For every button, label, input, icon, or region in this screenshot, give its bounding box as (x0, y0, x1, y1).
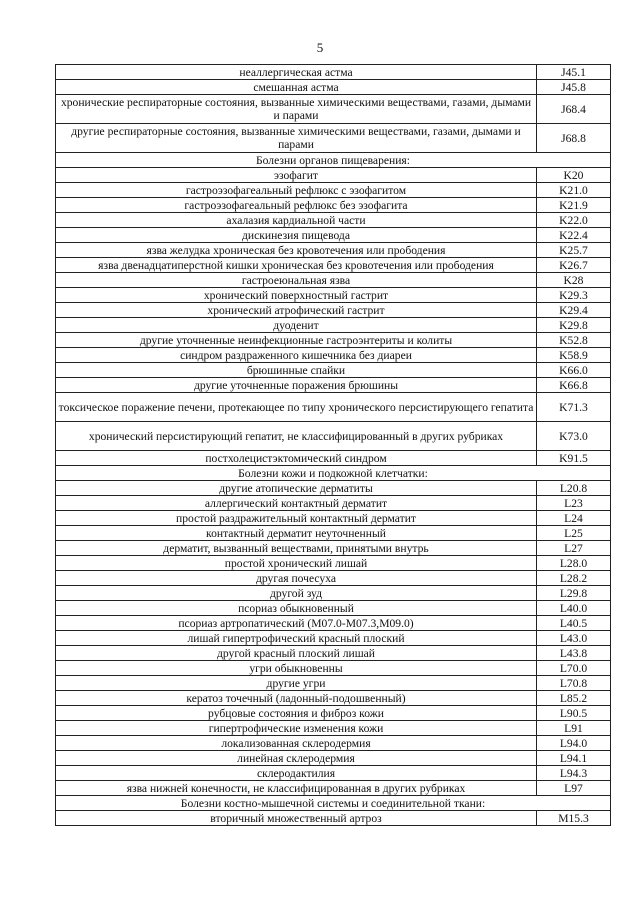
table-row (56, 243, 611, 258)
disease-name: гастроэзофагеальный рефлюкс с эзофагитом (56, 183, 537, 198)
disease-name: другая почесуха (56, 571, 537, 586)
disease-name: неаллергическая астма (56, 65, 537, 80)
icd-code: M15.3 (537, 811, 611, 826)
icd-code: J45.1 (537, 65, 611, 80)
icd-code: K20 (537, 168, 611, 183)
icd-code: L94.0 (537, 736, 611, 751)
table-row (56, 646, 611, 661)
table-row (56, 781, 611, 796)
table-row (56, 258, 611, 273)
icd-code: J45.8 (537, 80, 611, 95)
disease-name: простой раздражительный контактный дерматит (56, 511, 537, 526)
icd-code: K22.0 (537, 213, 611, 228)
icd-code: L40.5 (537, 616, 611, 631)
disease-name: аллергический контактный дерматит (56, 496, 537, 511)
table-row (56, 183, 611, 198)
table-row (56, 228, 611, 243)
table-row (56, 273, 611, 288)
disease-name: линейная склеродермия (56, 751, 537, 766)
disease-name: кератоз точечный (ладонный-подошвенный) (56, 691, 537, 706)
disease-name: дерматит, вызванный веществами, принятыми внутрь (56, 541, 537, 556)
icd-code: K25.7 (537, 243, 611, 258)
disease-name: брюшинные спайки (56, 363, 537, 378)
disease-name: другие респираторные состояния, вызванные химическими веществами, газами, дымами и парами (56, 124, 537, 153)
table-row (56, 333, 611, 348)
table-row (56, 213, 611, 228)
disease-name: дуоденит (56, 318, 537, 333)
icd-code: L40.0 (537, 601, 611, 616)
icd-code: K58.9 (537, 348, 611, 363)
section-header-row (56, 796, 611, 811)
icd-code: K91.5 (537, 451, 611, 466)
disease-name: другие уточненные неинфекционные гастроэнтериты и колиты (56, 333, 537, 348)
icd-code: K66.0 (537, 363, 611, 378)
table-row (56, 481, 611, 496)
icd-code: L27 (537, 541, 611, 556)
table-row (56, 65, 611, 80)
disease-name: язва двенадцатиперстной кишки хроническая без кровотечения или прободения (56, 258, 537, 273)
disease-name: угри обыкновенны (56, 661, 537, 676)
disease-name: другой зуд (56, 586, 537, 601)
table-row (56, 601, 611, 616)
disease-name: другие угри (56, 676, 537, 691)
table-row (56, 303, 611, 318)
disease-name: контактный дерматит неуточненный (56, 526, 537, 541)
disease-name: простой хронический лишай (56, 556, 537, 571)
table-row (56, 451, 611, 466)
icd-code: L70.0 (537, 661, 611, 676)
icd-code: L28.0 (537, 556, 611, 571)
disease-name: смешанная астма (56, 80, 537, 95)
icd-code: L70.8 (537, 676, 611, 691)
disease-name: хронические респираторные состояния, вызванные химическими веществами, газами, дымами и парами (56, 95, 537, 124)
disease-name: гастроеюнальная язва (56, 273, 537, 288)
table-row (56, 661, 611, 676)
table-row (56, 676, 611, 691)
table-row (56, 766, 611, 781)
table-row (56, 631, 611, 646)
disease-name: лишай гипертрофический красный плоский (56, 631, 537, 646)
table-row (56, 556, 611, 571)
table-row (56, 526, 611, 541)
page-number: 5 (316, 40, 324, 55)
disease-name: дискинезия пищевода (56, 228, 537, 243)
disease-name: вторичный множественный артроз (56, 811, 537, 826)
table-body (56, 65, 611, 826)
table-row (56, 616, 611, 631)
table-row (56, 80, 611, 95)
table-row (56, 706, 611, 721)
icd-code: K29.3 (537, 288, 611, 303)
icd-code: K71.3 (537, 393, 611, 422)
table-row (56, 95, 611, 124)
icd-code: L25 (537, 526, 611, 541)
icd-code: L94.1 (537, 751, 611, 766)
icd-code: K21.9 (537, 198, 611, 213)
icd-code: J68.8 (537, 124, 611, 153)
disease-name: гипертрофические изменения кожи (56, 721, 537, 736)
icd-code: K66.8 (537, 378, 611, 393)
table-row (56, 721, 611, 736)
disease-name: рубцовые состояния и фиброз кожи (56, 706, 537, 721)
icd-code: K29.4 (537, 303, 611, 318)
disease-name: токсическое поражение печени, протекающее по типу хронического персистирующего гепатита (56, 393, 537, 422)
table-row (56, 511, 611, 526)
disease-name: хронический персистирующий гепатит, не классифицированный в других рубриках (56, 422, 537, 451)
icd-code: L94.3 (537, 766, 611, 781)
disease-name: другой красный плоский лишай (56, 646, 537, 661)
icd-code: L28.2 (537, 571, 611, 586)
disease-name: псориаз обыкновенный (56, 601, 537, 616)
table-row (56, 393, 611, 422)
icd-code: K28 (537, 273, 611, 288)
section-title: Болезни органов пищеварения: (56, 153, 611, 168)
disease-name: ахалазия кардиальной части (56, 213, 537, 228)
icd-code: K26.7 (537, 258, 611, 273)
table-row (56, 496, 611, 511)
icd-code: L91 (537, 721, 611, 736)
disease-name: локализованная склеродермия (56, 736, 537, 751)
table-row (56, 541, 611, 556)
table-row (56, 736, 611, 751)
icd-code: L43.0 (537, 631, 611, 646)
disease-name: псориаз артропатический (M07.0-M07.3,M09.0) (56, 616, 537, 631)
disease-name: гастроэзофагеальный рефлюкс без эзофагита (56, 198, 537, 213)
icd-code: L20.8 (537, 481, 611, 496)
table-row (56, 348, 611, 363)
diagnosis-code-table (55, 64, 611, 826)
icd-code: K52.8 (537, 333, 611, 348)
icd-code: L97 (537, 781, 611, 796)
disease-name: склеродактилия (56, 766, 537, 781)
section-header-row (56, 466, 611, 481)
table-row (56, 168, 611, 183)
icd-code: K21.0 (537, 183, 611, 198)
table-row (56, 571, 611, 586)
section-title: Болезни кожи и подкожной клетчатки: (56, 466, 611, 481)
table-row (56, 198, 611, 213)
table-row (56, 378, 611, 393)
icd-code: L23 (537, 496, 611, 511)
icd-code: L24 (537, 511, 611, 526)
icd-code: K29.8 (537, 318, 611, 333)
table-row (56, 586, 611, 601)
table-row (56, 422, 611, 451)
disease-name: язва желудка хроническая без кровотечения или прободения (56, 243, 537, 258)
icd-code: J68.4 (537, 95, 611, 124)
table-row (56, 288, 611, 303)
icd-code: L29.8 (537, 586, 611, 601)
disease-name: другие атопические дерматиты (56, 481, 537, 496)
icd-code: L85.2 (537, 691, 611, 706)
disease-name: другие уточненные поражения брюшины (56, 378, 537, 393)
section-title: Болезни костно-мышечной системы и соединительной ткани: (56, 796, 611, 811)
icd-code: K22.4 (537, 228, 611, 243)
section-header-row (56, 153, 611, 168)
disease-name: постхолецистэктомический синдром (56, 451, 537, 466)
disease-name: язва нижней конечности, не классифицированная в других рубриках (56, 781, 537, 796)
table-row (56, 691, 611, 706)
disease-name: синдром раздраженного кишечника без диареи (56, 348, 537, 363)
table-row (56, 318, 611, 333)
table-row (56, 811, 611, 826)
icd-code: L43.8 (537, 646, 611, 661)
disease-name: хронический поверхностный гастрит (56, 288, 537, 303)
table-row (56, 751, 611, 766)
disease-name: эзофагит (56, 168, 537, 183)
table-row (56, 363, 611, 378)
icd-code: K73.0 (537, 422, 611, 451)
table-row (56, 124, 611, 153)
icd-code: L90.5 (537, 706, 611, 721)
disease-name: хронический атрофический гастрит (56, 303, 537, 318)
